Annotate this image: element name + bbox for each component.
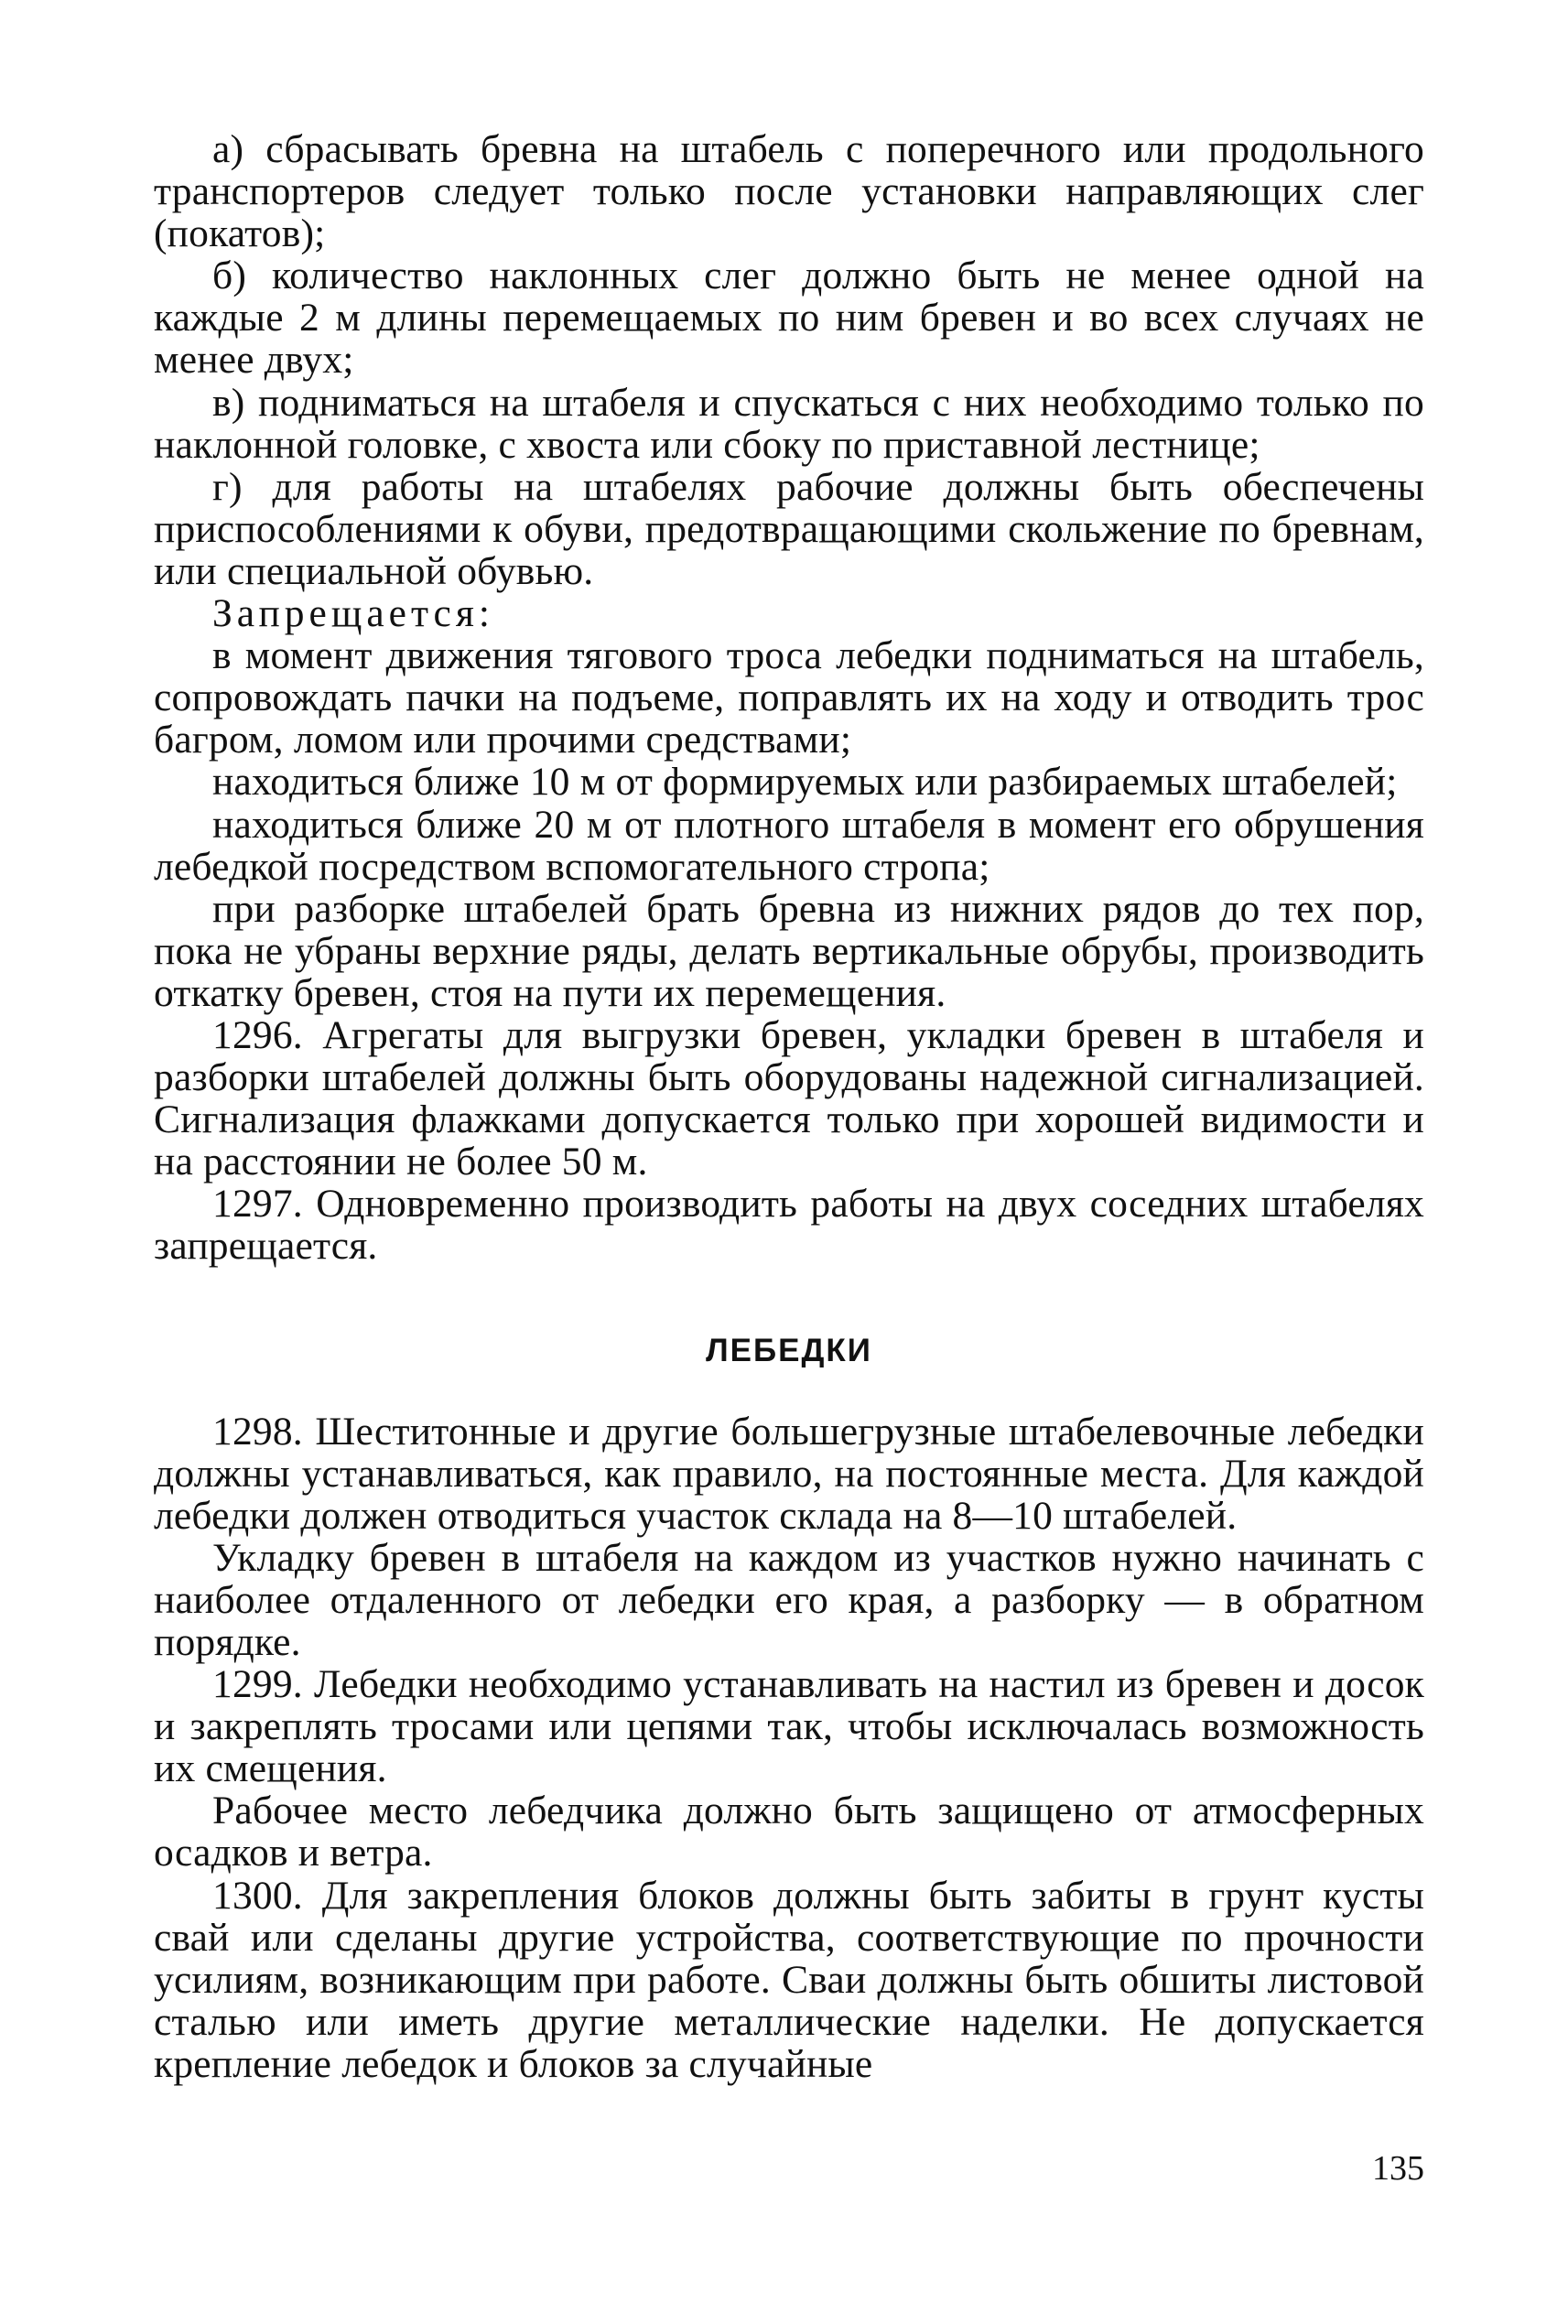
paragraph-a: а) сбрасывать бревна на штабель с поперечного или продольного транспортеров следует только после установки направляющих слег (покатов); [154, 127, 1424, 256]
section-heading: ЛЕБЕДКИ [706, 1332, 872, 1368]
paragraph-b: б) количество наклонных слег должно быть не менее одной на каждые 2 м длины перемещаемых по ним бревен и во всех случаях не менее двух; [154, 254, 1424, 383]
clause-1297: 1297. Одновременно производить работы на двух соседних штабелях запрещается. [154, 1182, 1424, 1269]
clause-paragraph: Укладку бревен в штабеля на каждом из участков нужно начинать с наиболее отдаленного от лебедки его края, а разборку — в обратном порядке. [154, 1535, 1424, 1664]
page-number: 135 [1372, 2149, 1424, 2188]
paragraph-v: в) подниматься на штабеля и спускаться с них необходимо только по наклонной головке, с хвоста или сбоку по приставной лестнице; [154, 380, 1424, 467]
clause-1299: 1299. Лебедки необходимо устанавливать на настил из бревен и досок и закреплять тросами или цепями так, чтобы исключалась возможность их смещения. [154, 1662, 1424, 1791]
prohibition-item: находиться ближе 20 м от плотного штабеля в момент его обрушения лебедкой посредством вспомогательного стропа; [154, 802, 1424, 889]
paragraph-g: г) для работы на штабелях рабочие должны быть обеспечены приспособлениями к обуви, предотвращающими скольжение по бревнам, или специальной обувью. [154, 464, 1424, 593]
clause-paragraph: Рабочее место лебедчика должно быть защищено от атмосферных осадков и ветра. [154, 1789, 1424, 1875]
page-body [154, 128, 1424, 2085]
clause-1300: 1300. Для закрепления блоков должны быть забиты в грунт кусты свай или сделаны другие устройства, соответствующие по прочности усилиям, возникающим при работе. Сваи должны быть обшиты листовой сталью или иметь другие металлические наделки. Не допускается крепление лебедок и блоков за случайные [154, 1873, 1424, 2086]
prohibited-label: Запрещается: [212, 591, 494, 636]
prohibition-item: находиться ближе 10 м от формируемых или разбираемых штабелей; [212, 760, 1398, 805]
clause-1298: 1298. Шеститонные и другие большегрузные штабелевочные лебедки должны устанавливаться, как правило, на постоянные места. Для каждой лебедки должен отводиться участок склада на 8—10 штабелей. [154, 1409, 1424, 1538]
prohibition-item: в момент движения тягового троса лебедки подниматься на штабель, сопровождать пачки на подъеме, поправлять их на ходу и отводить трос багром, ломом или прочими средствами; [154, 633, 1424, 762]
prohibition-item: при разборке штабелей брать бревна из нижних рядов до тех пор, пока не убраны верхние ряды, делать вертикальные обрубы, производить откатку бревен, стоя на пути их перемещения. [154, 886, 1424, 1015]
clause-1296: 1296. Агрегаты для выгрузки бревен, укладки бревен в штабеля и разборки штабелей должны быть оборудованы надежной сигнализацией. Сигнализация флажками допускается только при хорошей видимости и на расстоянии не более 50 м. [154, 1012, 1424, 1184]
